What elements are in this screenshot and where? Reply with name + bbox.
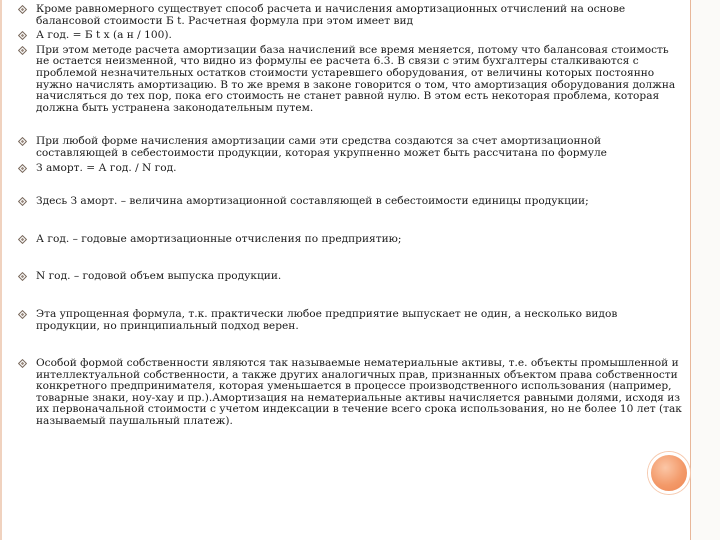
diamond-bullet-icon [18,359,27,368]
list-item [14,136,684,159]
list-item-text: При любой форме начисления амортизации сами эти средства создаются за счет амортизационной составляющей в себестоимости продукции, которая укрупненно может быть рассчитана по формуле [36,135,607,159]
diamond-bullet-icon [18,31,27,40]
list-item [14,271,684,283]
list-item-text: А год. – годовые амортизационные отчисления по предприятию; [36,232,402,245]
diamond-bullet-icon [18,310,27,319]
list-item [14,309,684,332]
list-item-text: N год. – годовой объем выпуска продукции. [36,270,282,283]
list-item-text: Кроме равномерного существует способ расчета и начисления амортизационных отчислений на основе балансовой стоимости Б t. Расчетная формула при этом имеет вид [36,3,626,27]
diamond-bullet-icon [18,197,27,206]
list-item-text: А год. = Б t x (а н / 100). [36,29,172,42]
decorative-circle-icon [648,452,690,494]
list-item-text: Эта упрощенная формула, т.к. практически любое предприятие выпускает не один, а несколько видов продукции, но принципиальный подход верен. [36,307,618,332]
list-item [14,45,684,115]
left-frame-border [0,0,2,540]
list-item [14,30,684,42]
diamond-bullet-icon [18,164,27,173]
list-item-text: Особой формой собственности являются так называемые нематериальные активы, т.е. объекты промышленной и интеллектуальной собственности, а также других аналогичных прав, признанных объектом права собственности конкретного предпринимателя, которая уменьшается в процессе производственного использования (например, товарные знаки, ноу-хау и пр.).Амортизация на нематериальные активы начисляется равными долями, исходя из их первоначальной стоимости с учетом индексации в течение всего срока использования, но не более 10 лет (так называемый паушальный платеж). [36,357,682,428]
list-item [14,4,684,27]
list-item [14,163,684,175]
diamond-bullet-icon [18,46,27,55]
list-item-text: Здесь З аморт. – величина амортизационной составляющей в себестоимости единицы продукции; [36,195,589,208]
diamond-bullet-icon [18,5,27,14]
diamond-bullet-icon [18,235,27,244]
list-item [14,196,684,208]
list-item-text: При этом методе расчета амортизации база начислений все время меняется, потому что балансовая стоимость не остается неизменной, что видно из формулы ее расчета 6.3. В связи с этим бухгалтеры сталкиваются с проблемой незначительных остатков стоимости устаревшего оборудования, от величины которых постоянно нужно начислять амортизацию. В то же время в законе говорится о том, что амортизация оборудования должна начисляться до тех пор, пока его стоимость не станет равной нулю. В этом есть некоторая проблема, которая должна быть устранена законодательным путем. [36,43,676,114]
diamond-bullet-icon [18,272,27,281]
diamond-bullet-icon [18,137,27,146]
list-item [14,358,684,428]
list-item-text: З аморт. = А год. / N год. [36,161,177,174]
right-frame-border [690,0,720,540]
list-item [14,234,684,246]
bullet-list [14,4,684,428]
